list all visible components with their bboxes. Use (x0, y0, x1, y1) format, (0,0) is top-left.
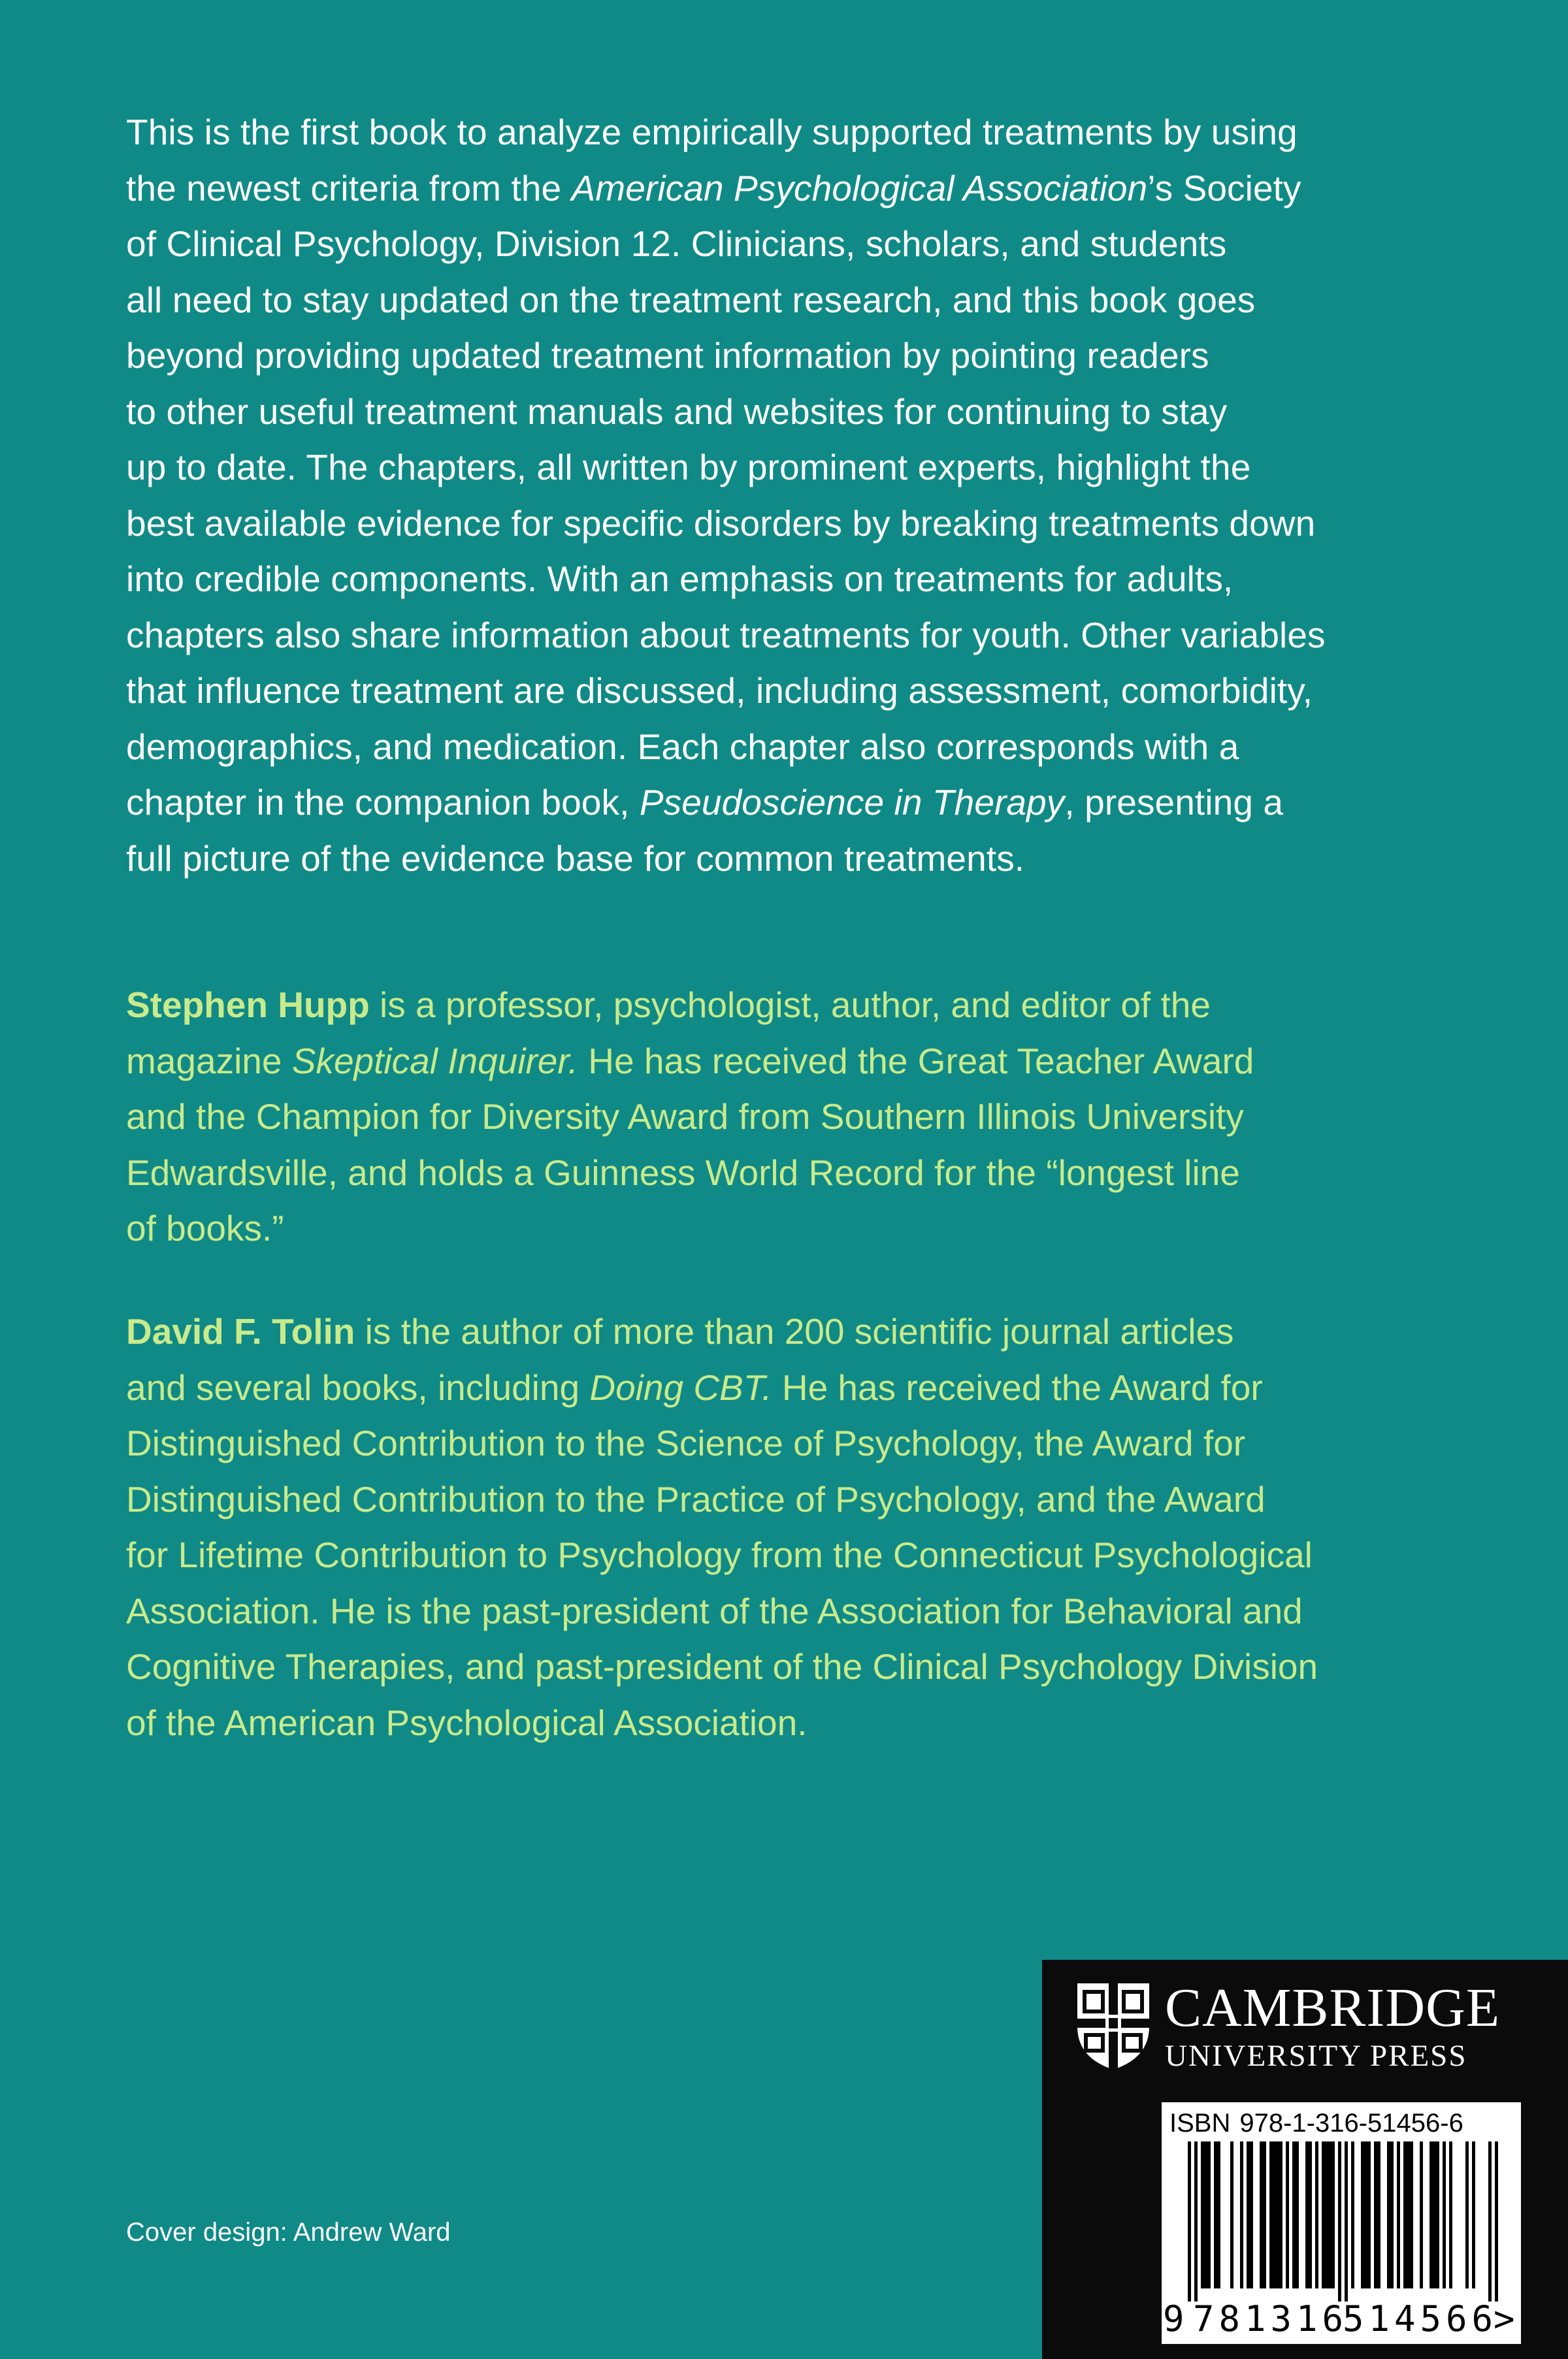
italic-title-text: Pseudoscience in Therapy (639, 782, 1065, 822)
text-run: the newest criteria from the (126, 167, 572, 208)
cover-design-credit: Cover design: Andrew Ward (126, 2218, 451, 2247)
text-run: and several books, including (126, 1367, 590, 1408)
text-run: He has received the Great Teacher Award (578, 1040, 1254, 1081)
barcode-digit-first: 9 (1163, 2298, 1184, 2339)
barcode-bar (1403, 2141, 1407, 2288)
author-bio-david-tolin (126, 1304, 1472, 1751)
text-run: ’s Society (1147, 167, 1301, 208)
barcode-bar (1322, 2141, 1325, 2288)
barcode-bar (1217, 2141, 1220, 2288)
italic-title-text: American Psychological Association (571, 167, 1148, 208)
text-run: Distinguished Contribution to the Science of Psychology, the Award for (126, 1423, 1246, 1463)
text-line (126, 272, 1472, 329)
barcode-bar (1269, 2141, 1273, 2288)
publisher-logo-text (1165, 1979, 1500, 2074)
barcode-bar (1361, 2141, 1364, 2288)
text-line (126, 1201, 1472, 1257)
barcode-bar (1279, 2141, 1282, 2288)
barcode-bar (1331, 2141, 1335, 2288)
text-run: Distinguished Contribution to the Practice of Psychology, and the Award (126, 1478, 1266, 1520)
text-run: beyond providing updated treatment information by pointing readers (126, 335, 1209, 376)
barcode-digit-group-1: 781316 (1193, 2298, 1348, 2339)
barcode-bar (1367, 2141, 1371, 2288)
text-line (126, 1145, 1472, 1201)
text-run: chapter in the companion book, (126, 782, 640, 822)
text-run: up to date. The chapters, all written by prominent experts, highlight the (126, 447, 1251, 487)
author-name: Stephen Hupp (126, 984, 370, 1025)
barcode-bar (1315, 2141, 1318, 2288)
text-run: and the Champion for Diversity Award from Southern Illinois University (126, 1096, 1244, 1137)
text-run: to other useful treatment manuals and websites for continuing to stay (126, 391, 1228, 432)
text-line (126, 1416, 1472, 1472)
barcode-bar (1230, 2141, 1233, 2288)
text-run: This is the first book to analyze empirically supported treatments by using (126, 112, 1298, 152)
italic-title-text: Doing CBT. (589, 1367, 772, 1408)
barcode-bar (1305, 2141, 1309, 2288)
text-run: all need to stay updated on the treatment research, and this book goes (126, 279, 1256, 320)
text-line (126, 1304, 1472, 1360)
barcode-bar (1472, 2141, 1475, 2288)
text-line (126, 1584, 1472, 1640)
publisher-box (1042, 1960, 1568, 2359)
barcode-bar (1465, 2141, 1469, 2288)
text-line (126, 1089, 1472, 1145)
isbn-text (1169, 2109, 1463, 2138)
italic-title-text: Skeptical Inquirer. (291, 1040, 578, 1081)
barcode-bar (1345, 2141, 1348, 2302)
barcode-bar (1286, 2141, 1289, 2288)
barcode-bar (1433, 2141, 1436, 2288)
barcode-bar (1338, 2141, 1341, 2302)
text-run: He has received the Award for (772, 1367, 1263, 1408)
text-run: demographics, and medication. Each chapter also corresponds with a (126, 726, 1239, 767)
publisher-name: CAMBRIDGE (1165, 1977, 1501, 2038)
text-line (126, 328, 1472, 384)
isbn-barcode (1162, 2102, 1521, 2344)
cambridge-shield-icon (1075, 1981, 1152, 2072)
publisher-subname: UNIVERSITY PRESS (1165, 2039, 1467, 2073)
text-line (126, 105, 1472, 161)
barcode-bar (1276, 2141, 1279, 2288)
text-run: Cognitive Therapies, and past-president of the Clinical Psychology Division (126, 1646, 1318, 1687)
text-run: for Lifetime Contribution to Psychology from the Connecticut Psychological (126, 1535, 1313, 1575)
barcode-bar (1377, 2141, 1380, 2288)
barcode-bar (1204, 2141, 1207, 2288)
barcode-bar (1407, 2141, 1410, 2288)
barcode-quiet-zone-arrow: > (1494, 2298, 1515, 2339)
text-line (126, 1695, 1472, 1751)
barcode-bar (1390, 2141, 1394, 2288)
text-line (126, 977, 1472, 1033)
barcode-bar (1325, 2141, 1328, 2288)
barcode-bar (1364, 2141, 1367, 2288)
text-line (126, 440, 1472, 496)
text-run: into credible components. With an emphasis on treatments for adults, (126, 559, 1233, 599)
text-line (126, 663, 1472, 719)
barcode-bar (1188, 2141, 1191, 2302)
barcode-bar (1410, 2141, 1413, 2288)
text-run: best available evidence for specific disorders by breaking treatments down (126, 502, 1316, 544)
barcode-bar (1292, 2141, 1296, 2288)
text-line (126, 719, 1472, 775)
barcode-bar (1214, 2141, 1217, 2288)
barcode-bar (1495, 2141, 1498, 2302)
barcode-bar (1328, 2141, 1331, 2288)
text-run: Edwardsville, and holds a Guinness World Record for the “longest line (126, 1152, 1240, 1193)
barcode-bar (1207, 2141, 1211, 2288)
text-run: Association. He is the past-president of the Association for Behavioral and (126, 1590, 1303, 1631)
text-line (126, 1360, 1472, 1416)
barcode-bar (1194, 2141, 1198, 2302)
text-run: chapters also share information about treatments for youth. Other variables (126, 614, 1326, 655)
text-run: is the author of more than 200 scientific journal articles (355, 1311, 1234, 1352)
text-run: full picture of the evidence base for common treatments. (126, 838, 1025, 879)
text-line (126, 1639, 1472, 1695)
text-run: , presenting a (1064, 782, 1284, 822)
author-name: David F. Tolin (126, 1311, 355, 1352)
text-line (126, 551, 1472, 608)
barcode-bar (1374, 2141, 1377, 2288)
barcode-bar (1397, 2141, 1400, 2288)
text-line (126, 1033, 1472, 1090)
barcode-bar (1309, 2141, 1312, 2288)
text-run: is a professor, psychologist, author, and editor of the (369, 984, 1211, 1025)
text-line (126, 216, 1472, 272)
barcode-bar (1436, 2141, 1439, 2288)
text-line (126, 496, 1472, 552)
text-run: that influence treatment are discussed, including assessment, comorbidity, (126, 670, 1313, 711)
text-line (126, 384, 1472, 440)
barcode-bar (1443, 2141, 1446, 2288)
text-run: of books.” (126, 1208, 284, 1248)
barcode-bar (1429, 2141, 1433, 2288)
barcode-bar (1488, 2141, 1492, 2302)
barcode-bar (1273, 2141, 1276, 2288)
text-line (126, 161, 1472, 217)
barcode-bar (1263, 2141, 1266, 2288)
text-run: of the American Psychological Association. (126, 1702, 808, 1743)
barcode-bar (1201, 2141, 1204, 2288)
barcode-bar (1420, 2141, 1423, 2288)
barcode-bar (1250, 2141, 1253, 2288)
text-run: of Clinical Psychology, Division 12. Clinicians, scholars, and students (126, 223, 1227, 264)
barcode-bar (1351, 2141, 1354, 2288)
barcode-bar (1449, 2141, 1452, 2288)
barcode-bar (1260, 2141, 1263, 2288)
isbn-number: 978-1-316-51456-6 (1239, 2109, 1463, 2138)
barcode-bar (1247, 2141, 1250, 2288)
author-bio-stephen-hupp (126, 977, 1472, 1257)
barcode-digit-group-2: 514566 (1343, 2298, 1498, 2339)
barcode-bar (1387, 2141, 1390, 2288)
text-line (126, 608, 1472, 664)
text-run: magazine (126, 1040, 292, 1081)
book-blurb (126, 105, 1472, 887)
isbn-label: ISBN (1169, 2109, 1231, 2138)
text-line (126, 775, 1472, 831)
text-line (126, 1472, 1472, 1528)
barcode-bar (1240, 2141, 1243, 2288)
text-line (126, 1527, 1472, 1584)
text-line (126, 831, 1472, 887)
barcode-bar (1296, 2141, 1299, 2288)
barcode-bars (1162, 2141, 1521, 2302)
